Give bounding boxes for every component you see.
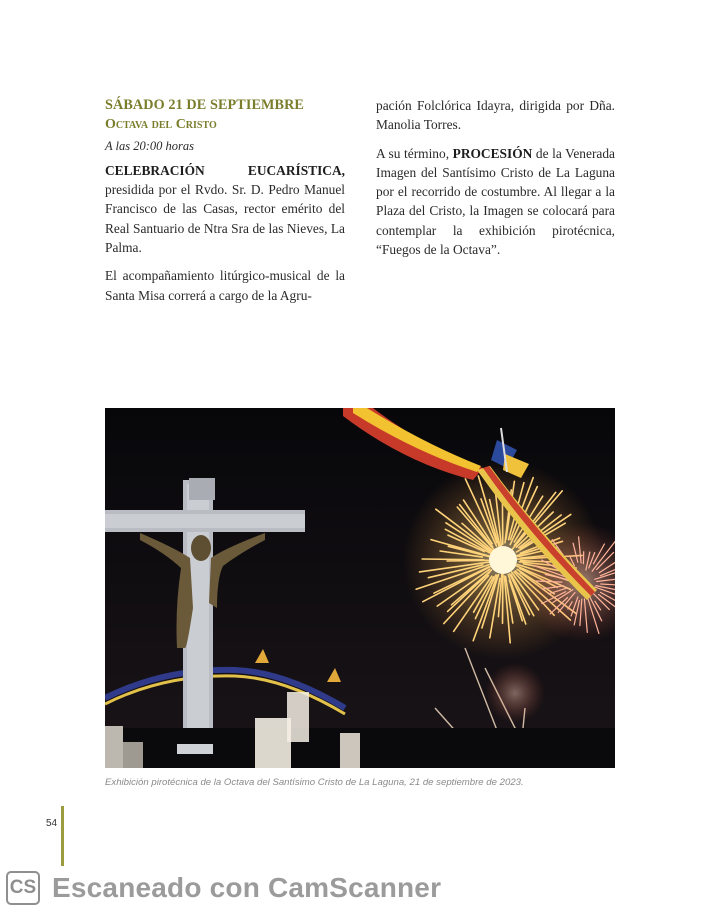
left-column xyxy=(105,96,345,314)
right-column xyxy=(376,96,615,268)
procession-text: de la Venerada Imagen del Santísimo Cristo de La Laguna por el recorrido de costumbre. Al llegar a la Plaza del Cristo, la Imagen se colocará para contemplar la exhibición pirotécnica, “Fuegos de la Octava”. xyxy=(376,145,615,258)
procession-intro: A su término, xyxy=(376,145,453,161)
watermark-text: Escaneado con CamScanner xyxy=(52,872,442,903)
celebration-label: CELEBRACIÓN EUCARÍSTICA, xyxy=(105,162,345,178)
celebration-text: presidida por el Rvdo. Sr. D. Pedro Manuel Francisco de las Casas, rector emérito del Real Santuario de Ntra Sra de las Nieves, La Palma. xyxy=(105,182,345,256)
fireworks-photo xyxy=(105,408,615,768)
page-margin-rule xyxy=(61,806,64,866)
photo-caption: Exhibición pirotécnica de la Octava del Santísimo Cristo de La Laguna, 21 de septiembre de 2023. xyxy=(105,777,524,788)
celebration-paragraph xyxy=(105,161,345,257)
page-number: 54 xyxy=(46,818,58,829)
music-paragraph-continued: pación Folclórica Idayra, dirigida por Dña. Manolia Torres. xyxy=(376,98,615,133)
camscanner-logo-icon: CS xyxy=(6,871,40,905)
event-time: A las 20:00 horas xyxy=(105,138,195,153)
camscanner-watermark xyxy=(6,870,441,906)
fireworks-scene xyxy=(105,408,615,768)
firework-ray xyxy=(422,559,484,560)
date-heading: SÁBADO 21 DE SEPTIEMBRE xyxy=(105,97,304,113)
event-subheading: Octava del Cristo xyxy=(105,117,217,133)
procession-paragraph xyxy=(376,144,615,260)
music-paragraph: El acompañamiento litúrgico-musical de la Santa Misa correrá a cargo de la Agru- xyxy=(105,268,345,303)
procession-label: PROCESIÓN xyxy=(452,145,533,161)
